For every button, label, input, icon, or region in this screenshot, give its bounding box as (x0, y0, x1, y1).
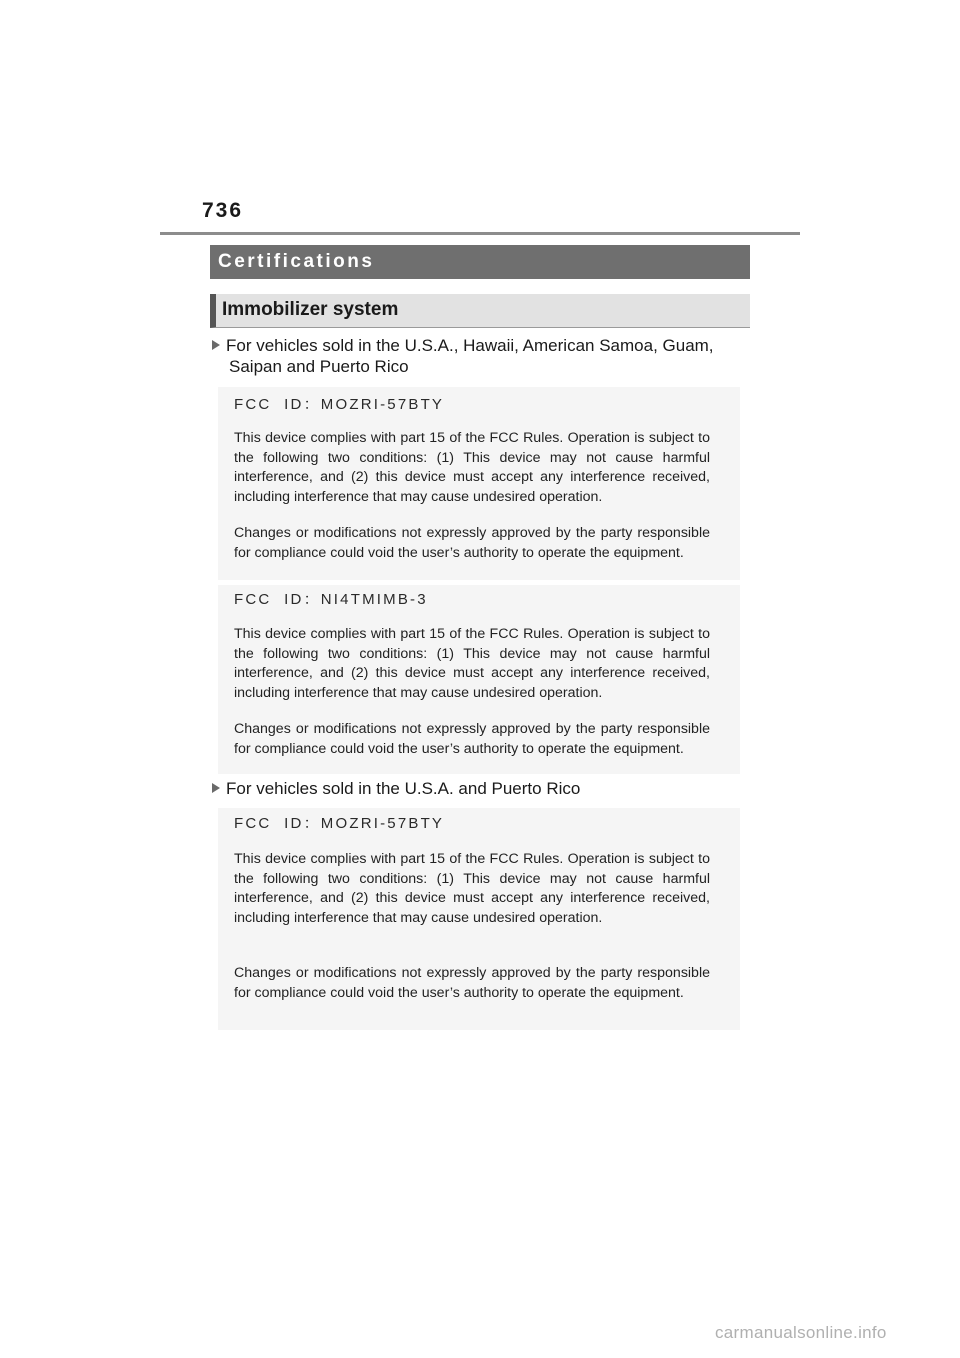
fcc-id: FCC ID：MOZRI-57BTY (234, 396, 445, 413)
bullet-text-line1: For vehicles sold in the U.S.A. and Puerto Rico (226, 779, 581, 798)
triangle-arrow-icon (212, 783, 220, 793)
subsection-heading: Immobilizer system (210, 294, 750, 328)
triangle-arrow-icon (212, 340, 220, 350)
bullet-text-line1: For vehicles sold in the U.S.A., Hawaii, American Samoa, Guam, (226, 336, 714, 355)
fcc-notice-box (218, 585, 740, 774)
fcc-compliance-text: This device complies with part 15 of the FCC Rules. Operation is subject to the following two conditions: (1) This device may not cause harmful interference, and (2) this device must accept any interference received, including interference that may cause undesired operation. (234, 430, 710, 505)
section-heading: Certifications (210, 245, 750, 279)
fcc-id: FCC ID：MOZRI-57BTY (234, 815, 445, 832)
fcc-id: FCC ID：NI4TMIMB-3 (234, 591, 428, 608)
bullet-text-line2: Saipan and Puerto Rico (229, 357, 409, 376)
page-number: 736 (202, 199, 244, 222)
fcc-changes-text: Changes or modifications not expressly approved by the party responsible for compliance could void the user’s authority to operate the equipment. (234, 721, 710, 757)
fcc-compliance-text: This device complies with part 15 of the FCC Rules. Operation is subject to the following two conditions: (1) This device may not cause harmful interference, and (2) this device must accept any interference received, including interference that may cause undesired operation. (234, 626, 710, 701)
fcc-notice-box (218, 808, 740, 1030)
bullet-item (212, 778, 580, 799)
bullet-item (212, 335, 714, 377)
fcc-compliance-text: This device complies with part 15 of the FCC Rules. Operation is subject to the following two conditions: (1) This device may not cause harmful interference, and (2) this device must accept any interference received, including interference that may cause undesired operation. (234, 851, 710, 926)
header-rule (160, 232, 800, 235)
watermark: carmanualsonline.info (715, 1323, 887, 1342)
fcc-changes-text: Changes or modifications not expressly approved by the party responsible for compliance could void the user’s authority to operate the equipment. (234, 965, 710, 1001)
fcc-changes-text: Changes or modifications not expressly approved by the party responsible for compliance could void the user’s authority to operate the equipment. (234, 525, 710, 561)
fcc-notice-box (218, 387, 740, 580)
